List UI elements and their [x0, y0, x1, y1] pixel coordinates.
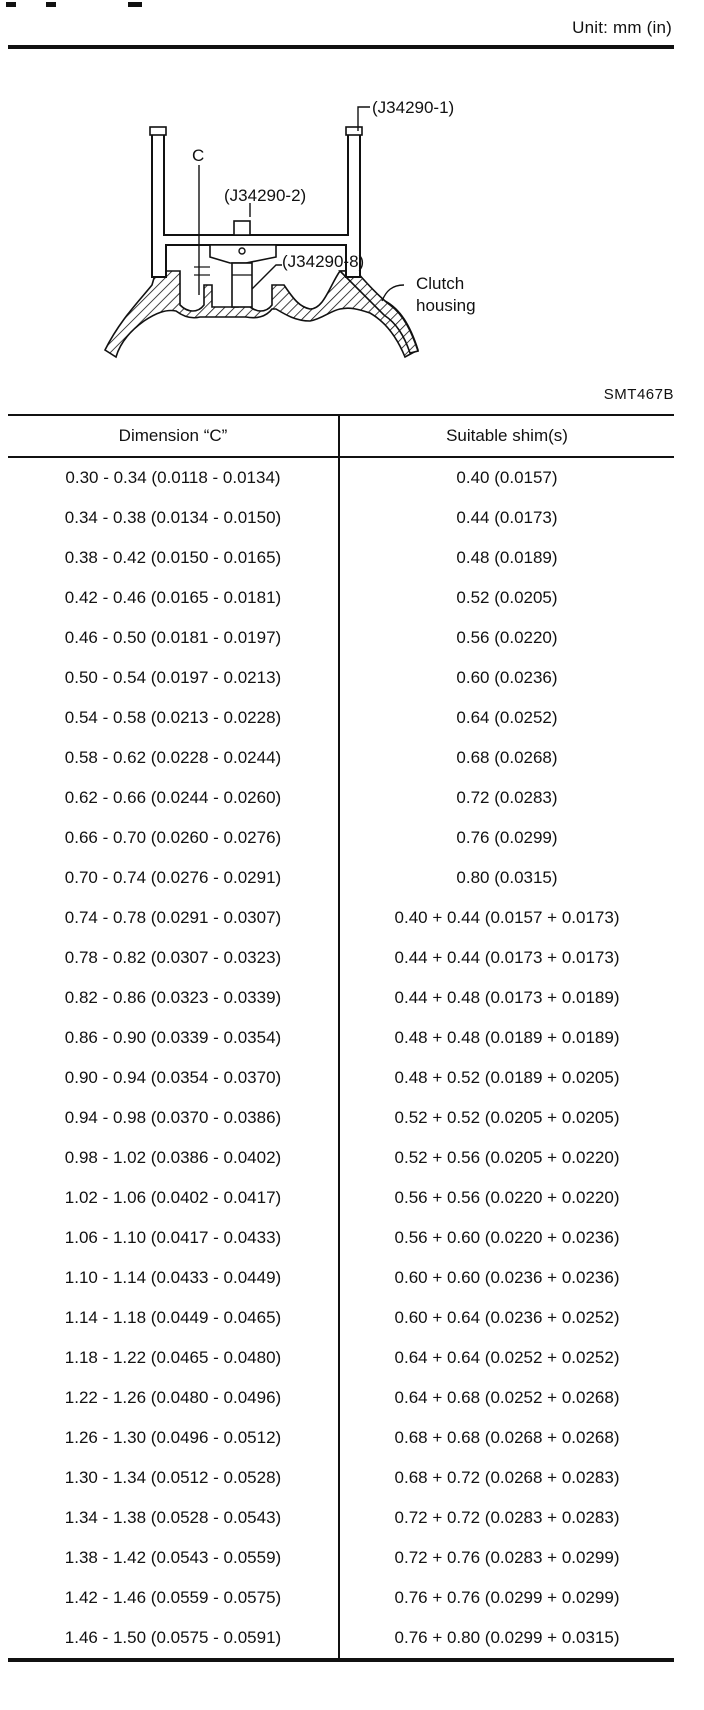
tool-frame-cap-left [150, 127, 166, 135]
table-row [8, 738, 674, 778]
cell-shims: 0.48 (0.0189) [456, 548, 558, 567]
table-row [8, 1418, 674, 1458]
cell-dimension: 1.46 - 1.50 (0.0575 - 0.0591) [8, 1618, 339, 1660]
cell-dimension: 1.22 - 1.26 (0.0480 - 0.0496) [8, 1378, 339, 1418]
label-j34290-2: (J34290-2) [224, 186, 307, 205]
unit-label: Unit: mm (in) [572, 18, 672, 37]
cell-dimension: 1.14 - 1.18 (0.0449 - 0.0465) [8, 1298, 339, 1338]
cell-dimension: 1.02 - 1.06 (0.0402 - 0.0417) [8, 1178, 339, 1218]
clutch-housing-diagram [100, 95, 520, 395]
header-divider [8, 45, 674, 49]
table-row [8, 778, 674, 818]
cell-shims: 0.64 + 0.64 (0.0252 + 0.0252) [394, 1348, 620, 1367]
table-row [8, 1378, 674, 1418]
cell-dimension: 0.82 - 0.86 (0.0323 - 0.0339) [8, 978, 339, 1018]
label-clutch: Clutch [416, 274, 465, 293]
table-row [8, 1498, 674, 1538]
gauge-plunger [234, 221, 250, 235]
table-row [8, 618, 674, 658]
header-dimension: Dimension “C” [8, 415, 339, 457]
table-row [8, 978, 674, 1018]
table-row [8, 1178, 674, 1218]
cell-shims: 0.72 + 0.72 (0.0283 + 0.0283) [394, 1508, 620, 1527]
cell-shims: 0.40 (0.0157) [456, 468, 558, 487]
cell-shims: 0.64 (0.0252) [456, 708, 558, 727]
cell-dimension: 0.70 - 0.74 (0.0276 - 0.0291) [8, 858, 339, 898]
cell-shims: 0.68 + 0.72 (0.0268 + 0.0283) [394, 1468, 620, 1487]
table-row [8, 498, 674, 538]
figure-code: SMT467B [603, 386, 674, 403]
cell-shims: 0.52 + 0.56 (0.0205 + 0.0220) [394, 1148, 620, 1167]
cell-dimension: 1.30 - 1.34 (0.0512 - 0.0528) [8, 1458, 339, 1498]
cell-dimension: 0.78 - 0.82 (0.0307 - 0.0323) [8, 938, 339, 978]
table-row [8, 938, 674, 978]
shim-selection-table [8, 414, 674, 1662]
cell-shims: 0.76 + 0.80 (0.0299 + 0.0315) [339, 1618, 674, 1660]
cell-dimension: 0.66 - 0.70 (0.0260 - 0.0276) [8, 818, 339, 858]
cell-shims: 0.52 + 0.52 (0.0205 + 0.0205) [394, 1108, 620, 1127]
cell-shims: 0.56 + 0.56 (0.0220 + 0.0220) [394, 1188, 620, 1207]
cell-shims: 0.60 + 0.64 (0.0236 + 0.0252) [394, 1308, 620, 1327]
cell-dimension: 0.54 - 0.58 (0.0213 - 0.0228) [8, 698, 339, 738]
label-j34290-1: (J34290-1) [372, 98, 455, 117]
table-row [8, 898, 674, 938]
tool-frame-cap-right [346, 127, 362, 135]
cell-shims: 0.44 + 0.44 (0.0173 + 0.0173) [394, 948, 620, 967]
label-j34290-8: (J34290-8) [282, 252, 365, 271]
cell-dimension: 1.10 - 1.14 (0.0433 - 0.0449) [8, 1258, 339, 1298]
table-row [8, 1098, 674, 1138]
table-row [8, 1258, 674, 1298]
cell-dimension: 0.46 - 0.50 (0.0181 - 0.0197) [8, 618, 339, 658]
label-housing: housing [416, 296, 476, 315]
table-row [8, 1538, 674, 1578]
cell-shims: 0.72 (0.0283) [456, 788, 558, 807]
cell-shims: 0.52 (0.0205) [456, 588, 558, 607]
table-row [8, 457, 674, 498]
clutch-housing-section [105, 271, 418, 357]
cell-dimension: 0.58 - 0.62 (0.0228 - 0.0244) [8, 738, 339, 778]
cell-shims: 0.56 (0.0220) [456, 628, 558, 647]
table-row [8, 1618, 674, 1660]
cell-dimension: 0.42 - 0.46 (0.0165 - 0.0181) [8, 578, 339, 618]
table-row [8, 1338, 674, 1378]
cell-dimension: 1.06 - 1.10 (0.0417 - 0.0433) [8, 1218, 339, 1258]
cell-dimension: 1.34 - 1.38 (0.0528 - 0.0543) [8, 1498, 339, 1538]
cell-shims: 0.76 (0.0299) [456, 828, 558, 847]
table-row [8, 1138, 674, 1178]
cell-dimension: 0.50 - 0.54 (0.0197 - 0.0213) [8, 658, 339, 698]
table-header-row [8, 415, 674, 457]
cell-dimension: 0.74 - 0.78 (0.0291 - 0.0307) [8, 898, 339, 938]
table-row [8, 1298, 674, 1338]
table-row [8, 578, 674, 618]
cell-shims: 0.68 + 0.68 (0.0268 + 0.0268) [394, 1428, 620, 1447]
table-row [8, 1058, 674, 1098]
table-row [8, 858, 674, 898]
cell-dimension: 0.38 - 0.42 (0.0150 - 0.0165) [8, 538, 339, 578]
table-row [8, 658, 674, 698]
dimension-c-label: C [192, 146, 205, 165]
table-row [8, 1018, 674, 1058]
cell-shims: 0.56 + 0.60 (0.0220 + 0.0236) [394, 1228, 620, 1247]
cell-dimension: 0.90 - 0.94 (0.0354 - 0.0370) [8, 1058, 339, 1098]
cell-dimension: 1.18 - 1.22 (0.0465 - 0.0480) [8, 1338, 339, 1378]
cell-dimension: 0.86 - 0.90 (0.0339 - 0.0354) [8, 1018, 339, 1058]
cell-shims: 0.60 + 0.60 (0.0236 + 0.0236) [394, 1268, 620, 1287]
cell-shims: 0.48 + 0.52 (0.0189 + 0.0205) [394, 1068, 620, 1087]
cell-dimension: 0.98 - 1.02 (0.0386 - 0.0402) [8, 1138, 339, 1178]
cell-shims: 0.72 + 0.76 (0.0283 + 0.0299) [394, 1548, 620, 1567]
header-shims: Suitable shim(s) [339, 415, 674, 457]
cell-shims: 0.48 + 0.48 (0.0189 + 0.0189) [394, 1028, 620, 1047]
table-row [8, 1458, 674, 1498]
cell-shims: 0.64 + 0.68 (0.0252 + 0.0268) [394, 1388, 620, 1407]
cell-shims: 0.76 + 0.76 (0.0299 + 0.0299) [394, 1588, 620, 1607]
table-row [8, 1578, 674, 1618]
cell-dimension: 0.34 - 0.38 (0.0134 - 0.0150) [8, 498, 339, 538]
cell-shims: 0.68 (0.0268) [456, 748, 558, 767]
cell-dimension: 1.26 - 1.30 (0.0496 - 0.0512) [8, 1418, 339, 1458]
cell-dimension: 1.42 - 1.46 (0.0559 - 0.0575) [8, 1578, 339, 1618]
cropped-heading-fragment [6, 0, 156, 8]
table-body [8, 457, 674, 1660]
cell-dimension: 0.62 - 0.66 (0.0244 - 0.0260) [8, 778, 339, 818]
cell-shims: 0.40 + 0.44 (0.0157 + 0.0173) [394, 908, 620, 927]
cell-dimension: 0.94 - 0.98 (0.0370 - 0.0386) [8, 1098, 339, 1138]
cell-dimension: 1.38 - 1.42 (0.0543 - 0.0559) [8, 1538, 339, 1578]
cell-shims: 0.60 (0.0236) [456, 668, 558, 687]
cell-shims: 0.80 (0.0315) [456, 868, 558, 887]
table-row [8, 698, 674, 738]
table-row [8, 538, 674, 578]
gauge-spacer [232, 263, 252, 307]
table-row [8, 818, 674, 858]
cell-shims: 0.44 (0.0173) [456, 508, 558, 527]
cell-shims: 0.44 + 0.48 (0.0173 + 0.0189) [394, 988, 620, 1007]
table-row [8, 1218, 674, 1258]
cell-dimension: 0.30 - 0.34 (0.0118 - 0.0134) [8, 457, 339, 498]
